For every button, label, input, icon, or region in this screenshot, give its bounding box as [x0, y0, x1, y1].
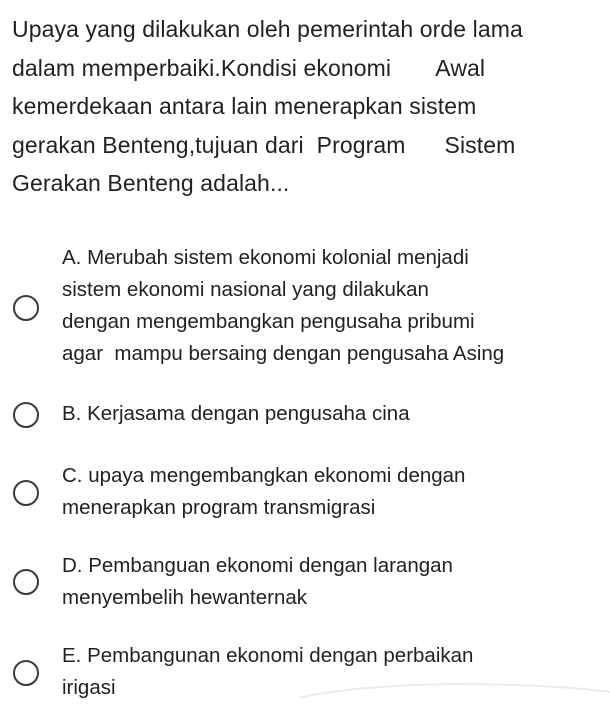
radio-button-d[interactable]	[13, 569, 39, 595]
question-line: Upaya yang dilakukan oleh pemerintah orde lama	[12, 16, 523, 42]
option-line: menyembelih hewanternak	[62, 586, 307, 609]
option-text-e	[62, 640, 473, 704]
option-line: C. upaya mengembangkan ekonomi dengan	[62, 464, 466, 487]
option-text-b	[62, 398, 410, 430]
option-line: dengan mengembangkan pengusaha pribumi	[62, 310, 475, 333]
option-text-a	[62, 242, 504, 370]
question-line: kemerdekaan antara lain menerapkan sistem	[12, 93, 477, 119]
option-line: D. Pembanguan ekonomi dengan larangan	[62, 554, 453, 577]
answer-option-b[interactable]	[0, 398, 610, 432]
question-text	[12, 10, 602, 203]
answer-option-e[interactable]	[0, 640, 610, 698]
answer-option-c[interactable]	[0, 460, 610, 526]
option-line: irigasi	[62, 676, 116, 699]
option-line: agar mampu bersaing dengan pengusaha Asing	[62, 342, 505, 365]
radio-button-c[interactable]	[13, 480, 39, 506]
option-line: A. Merubah sistem ekonomi kolonial menjadi	[62, 246, 469, 269]
radio-button-e[interactable]	[13, 660, 39, 686]
answer-option-a[interactable]	[0, 242, 610, 372]
radio-button-b[interactable]	[13, 402, 39, 428]
option-line: sistem ekonomi nasional yang dilakukan	[62, 278, 429, 301]
question-line: gerakan Benteng,tujuan dari Program Sistem	[12, 131, 516, 158]
option-line: B. Kerjasama dengan pengusaha cina	[62, 402, 410, 425]
option-text-c	[62, 460, 465, 524]
option-line: E. Pembangunan ekonomi dengan perbaikan	[62, 644, 474, 667]
radio-button-a[interactable]	[13, 295, 39, 321]
question-line: Gerakan Benteng adalah...	[12, 170, 290, 196]
answer-option-d[interactable]	[0, 550, 610, 616]
option-text-d	[62, 550, 453, 614]
option-line: menerapkan program transmigrasi	[62, 496, 376, 519]
question-line: dalam memperbaiki.Kondisi ekonomi Awal	[12, 54, 486, 81]
